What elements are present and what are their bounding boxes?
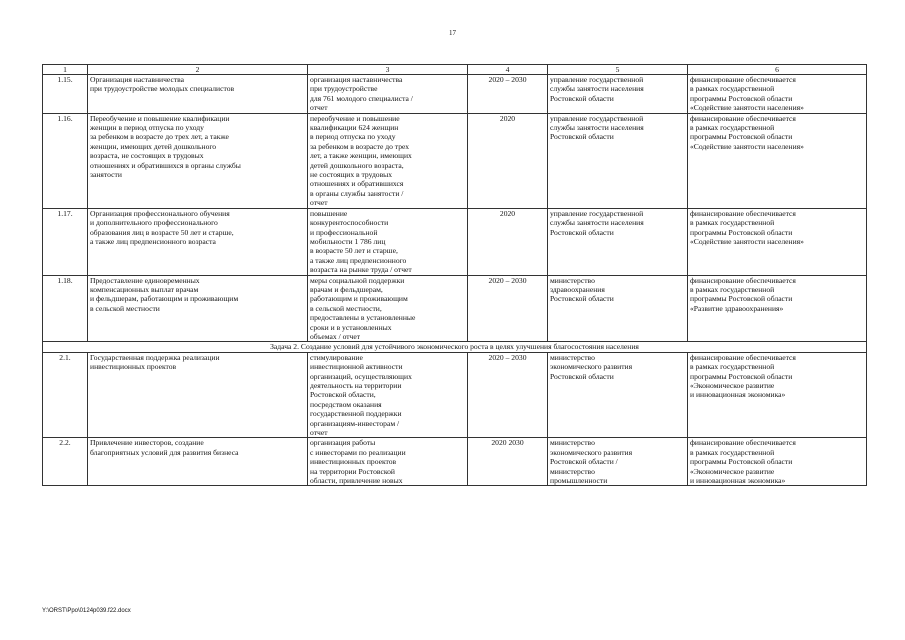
header-cell: 4 <box>468 65 548 75</box>
table-row <box>43 275 867 342</box>
result-cell: переобучение и повышение квалификации 624 женщин в период отпуска по уходу за ребенком в возрасте до трех лет, а также женщин, имеющих детей дошкольного возраста, не состоящих в трудовых отношениях и обратившихся в органы службы занятости / отчет <box>308 113 468 208</box>
row-number: 1.17. <box>43 208 88 275</box>
activity-cell: Привлечение инвесторов, создание благоприятных условий для развития бизнеса <box>88 438 308 486</box>
measures-table <box>42 64 867 486</box>
row-number: 1.16. <box>43 113 88 208</box>
file-path-footer: Y:\ORST\Ppo\0124p039.f22.docx <box>42 608 131 614</box>
activity-cell: Государственная поддержка реализации инвестиционных проектов <box>88 352 308 438</box>
table-row <box>43 208 867 275</box>
activity-cell: Переобучение и повышение квалификации женщин в период отпуска по уходу за ребенком в возрасте до трех лет, а также женщин, имеющих детей дошкольного возраста, не состоящих в трудовых отношениях и обратившихся в органы службы занятости <box>88 113 308 208</box>
period-cell: 2020 <box>468 208 548 275</box>
period-cell: 2020 <box>468 113 548 208</box>
row-number: 2.2. <box>43 438 88 486</box>
executor-cell: министерство экономического развития Ростовской области / министерство промышленности <box>548 438 688 486</box>
task-heading-row <box>43 342 867 352</box>
executor-cell: министерство здравоохранения Ростовской области <box>548 275 688 342</box>
page-number: 17 <box>449 29 456 37</box>
table-row <box>43 75 867 114</box>
table-row <box>43 438 867 486</box>
header-cell: 2 <box>88 65 308 75</box>
header-cell: 5 <box>548 65 688 75</box>
funding-cell: финансирование обеспечивается в рамках государственной программы Ростовской области «Развитие здравоохранения» <box>688 275 867 342</box>
result-cell: стимулирование инвестиционной активности организаций, осуществляющих деятельность на территории Ростовской области, посредством оказания государственной поддержки организациям-инвесторам / отчет <box>308 352 468 438</box>
result-cell: организация наставничества при трудоустройстве для 761 молодого специалиста / отчет <box>308 75 468 114</box>
period-cell: 2020 – 2030 <box>468 352 548 438</box>
result-cell: повышение конкурентоспособности и профессиональной мобильности 1 786 лиц в возрасте 50 лет и старше, а также лиц предпенсионного возраста на рынке труда / отчет <box>308 208 468 275</box>
header-cell: 6 <box>688 65 867 75</box>
result-cell: меры социальной поддержки врачам и фельдшерам, работающим и проживающим в сельской местности, предоставлены в установленные сроки и в установленных объемах / отчет <box>308 275 468 342</box>
header-cell: 3 <box>308 65 468 75</box>
header-cell: 1 <box>43 65 88 75</box>
period-cell: 2020 – 2030 <box>468 75 548 114</box>
funding-cell: финансирование обеспечивается в рамках государственной программы Ростовской области «Содействие занятости населения» <box>688 208 867 275</box>
executor-cell: министерство экономического развития Ростовской области <box>548 352 688 438</box>
row-number: 1.15. <box>43 75 88 114</box>
row-number: 2.1. <box>43 352 88 438</box>
header-row <box>43 65 867 75</box>
funding-cell: финансирование обеспечивается в рамках государственной программы Ростовской области «Экономическое развитие и инновационная экономика» <box>688 438 867 486</box>
activity-cell: Организация профессионального обучения и дополнительного профессионального образования лиц в возрасте 50 лет и старше, а также лиц предпенсионного возраста <box>88 208 308 275</box>
table-row <box>43 113 867 208</box>
period-cell: 2020 2030 <box>468 438 548 486</box>
activity-cell: Предоставление единовременных компенсационных выплат врачам и фельдшерам, работающим и проживающим в сельской местности <box>88 275 308 342</box>
row-number: 1.18. <box>43 275 88 342</box>
funding-cell: финансирование обеспечивается в рамках государственной программы Ростовской области «Экономическое развитие и инновационная экономика» <box>688 352 867 438</box>
table-row <box>43 352 867 438</box>
result-cell: организация работы с инвесторами по реализации инвестиционных проектов на территории Ростовской области, привлечение новых <box>308 438 468 486</box>
activity-cell: Организация наставничества при трудоустройстве молодых специалистов <box>88 75 308 114</box>
task-heading: Задача 2. Создание условий для устойчивого экономического роста в целях улучшения благосостояния населения <box>43 342 867 352</box>
executor-cell: управление государственной службы занятости населения Ростовской области <box>548 208 688 275</box>
executor-cell: управление государственной службы занятости населения Ростовской области <box>548 113 688 208</box>
funding-cell: финансирование обеспечивается в рамках государственной программы Ростовской области «Содействие занятости населения» <box>688 75 867 114</box>
period-cell: 2020 – 2030 <box>468 275 548 342</box>
funding-cell: финансирование обеспечивается в рамках государственной программы Ростовской области «Содействие занятости населения» <box>688 113 867 208</box>
executor-cell: управление государственной службы занятости населения Ростовской области <box>548 75 688 114</box>
